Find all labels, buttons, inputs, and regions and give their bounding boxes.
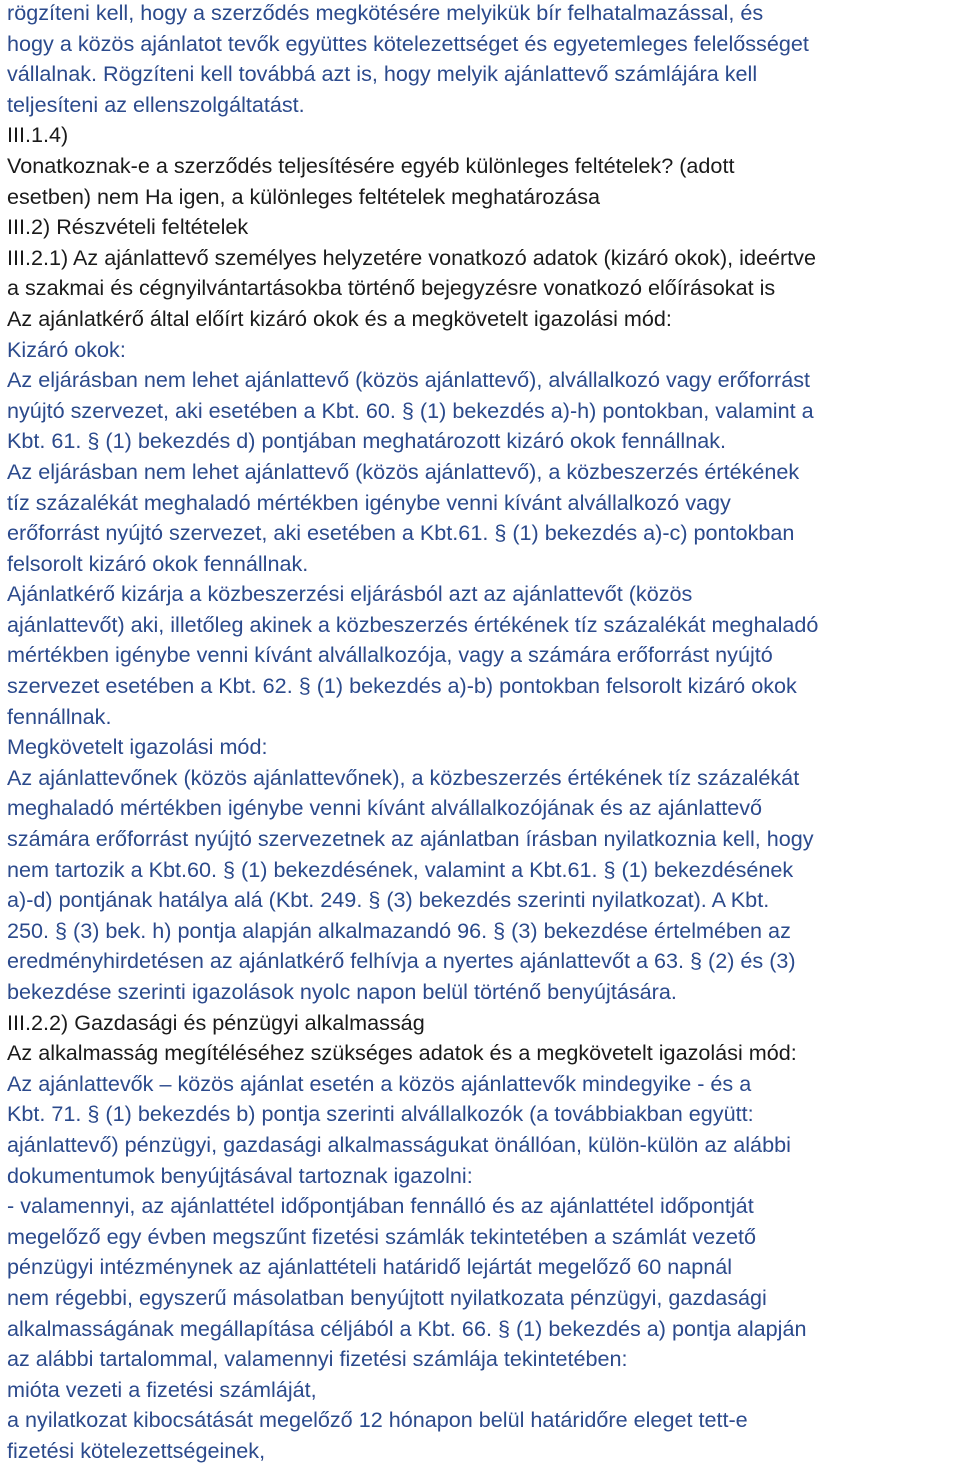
text-line: bekezdése szerinti igazolások nyolc napon belül történő benyújtására. (7, 979, 677, 1004)
text-line: hogy a közös ajánlatot tevők együttes kötelezettséget és egyetemleges felelősséget (7, 30, 809, 56)
text-line: ajánlattevőt) aki, illetőleg akinek a közbeszerzés értékének tíz százalékát meghaladó (7, 611, 819, 637)
text-line: dokumentumok benyújtásával tartoznak igazolni: (7, 1162, 473, 1188)
text-line: szervezet esetében a Kbt. 62. § (1) bekezdés a)-b) pontokban felsorolt kizáró okok (7, 673, 797, 699)
text-line: Kbt. 61. § (1) bekezdés d) pontjában meghatározott kizáró okok fennállnak. (7, 428, 727, 454)
text-line: eredményhirdetésen az ajánlatkérő felhívja a nyertes ajánlattevőt a 63. § (2) és (3) (7, 948, 796, 974)
text-line: számára erőforrást nyújtó szervezetnek az ajánlatban írásban nyilatkoznia kell, hogy (7, 826, 814, 852)
text-line: megelőző egy évben megszűnt fizetési számlák tekintetében a számlát vezető (7, 1223, 756, 1249)
text-line: Az ajánlattevőnek (közös ajánlattevőnek), a közbeszerzés értékének tíz százalékát (7, 764, 800, 790)
text-line: esetben) nem Ha igen, a különleges feltételek meghatározása (7, 183, 600, 209)
text-line: nem tartozik a Kbt.60. § (1) bekezdésének, valamint a Kbt.61. § (1) bekezdésének (7, 856, 794, 882)
text-line: felsorolt kizáró okok fennállnak. (7, 550, 309, 576)
text-line: az alábbi tartalommal, valamennyi fizetési számlája tekintetében: (7, 1346, 628, 1372)
text-line: pénzügyi intézménynek az ajánlattételi határidő lejártát megelőző 60 napnál (7, 1254, 733, 1280)
text-line: 250. § (3) bek. h) pontja alapján alkalmazandó 96. § (3) bekezdése értelmében az (7, 917, 791, 943)
text-line: III.2.2) Gazdasági és pénzügyi alkalmasság (7, 1009, 425, 1035)
text-line: erőforrást nyújtó szervezet, aki esetében a Kbt.61. § (1) bekezdés a)-c) pontokban (7, 520, 795, 546)
text-line: a nyilatkozat kibocsátását megelőző 12 hónapon belül határidőre eleget tett-e (7, 1407, 748, 1433)
text-line: fennállnak. (7, 703, 112, 729)
text-line: vállalnak. Rögzíteni kell továbbá azt is, hogy melyik ajánlattevő számlájára kell (7, 61, 758, 87)
text-line: nem régebbi, egyszerű másolatban benyújtott nyilatkozata pénzügyi, gazdasági (7, 1284, 767, 1310)
text-line: mértékben igénybe venni kívánt alvállalkozója, vagy a számára erőforrást nyújtó (7, 642, 773, 668)
text-line: teljesíteni az ellenszolgáltatást. (7, 91, 305, 117)
text-line: Kbt. 71. § (1) bekezdés b) pontja szerinti alvállalkozók (a továbbiakban együtt: (7, 1101, 754, 1127)
document-body (7, 0, 957, 1467)
text-line: Vonatkoznak-e a szerződés teljesítésére egyéb különleges feltételek? (adott (7, 152, 735, 178)
text-line: nyújtó szervezet, aki esetében a Kbt. 60. § (1) bekezdés a)-h) pontokban, valamint a (7, 397, 814, 423)
text-line: Az ajánlattevők – közös ajánlat esetén a közös ajánlattevők mindegyike - és a (7, 1070, 752, 1096)
text-line: Az eljárásban nem lehet ajánlattevő (közös ajánlattevő), alvállalkozó vagy erőforrást (7, 367, 810, 393)
text-line: tíz százalékát meghaladó mértékben igénybe venni kívánt alvállalkozó vagy (7, 489, 731, 515)
text-line: III.1.4) (7, 122, 69, 148)
text-line: Az ajánlatkérő által előírt kizáró okok és a megkövetelt igazolási mód: (7, 305, 672, 331)
text-line: - valamennyi, az ajánlattétel időpontjában fennálló és az ajánlattétel időpontját (7, 1193, 754, 1219)
text-line: Kizáró okok: (7, 336, 126, 362)
text-line: rögzíteni kell, hogy a szerződés megkötésére melyikük bír felhatalmazással, és (7, 0, 764, 25)
text-line: Megkövetelt igazolási mód: (7, 734, 268, 760)
text-line: Az eljárásban nem lehet ajánlattevő (közös ajánlattevő), a közbeszerzés értékének (7, 458, 800, 484)
text-line: Ajánlatkérő kizárja a közbeszerzési eljárásból azt az ajánlattevőt (közös (7, 581, 693, 607)
text-line: fizetési kötelezettségeinek, (7, 1437, 266, 1463)
text-line: a szakmai és cégnyilvántartásokba történő bejegyzésre vonatkozó előírásokat is (7, 275, 776, 301)
text-line: III.2) Részvételi feltételek (7, 214, 249, 240)
text-line: mióta vezeti a fizetési számláját, (7, 1376, 317, 1402)
text-line: Az alkalmasság megítéléséhez szükséges adatok és a megkövetelt igazolási mód: (7, 1040, 797, 1066)
text-line: a)-d) pontjának hatálya alá (Kbt. 249. § (3) bekezdés szerinti nyilatkozat). A Kbt. (7, 887, 770, 913)
text-line: ajánlattevő) pénzügyi, gazdasági alkalmasságukat önállóan, külön-külön az alábbi (7, 1131, 791, 1157)
text-line: alkalmasságának megállapítása céljából a Kbt. 66. § (1) bekezdés a) pontja alapján (7, 1315, 807, 1341)
text-line: III.2.1) Az ajánlattevő személyes helyzetére vonatkozó adatok (kizáró okok), ideértve (7, 244, 816, 270)
text-line: meghaladó mértékben igénybe venni kívánt alvállalkozójának és az ajánlattevő (7, 795, 763, 821)
